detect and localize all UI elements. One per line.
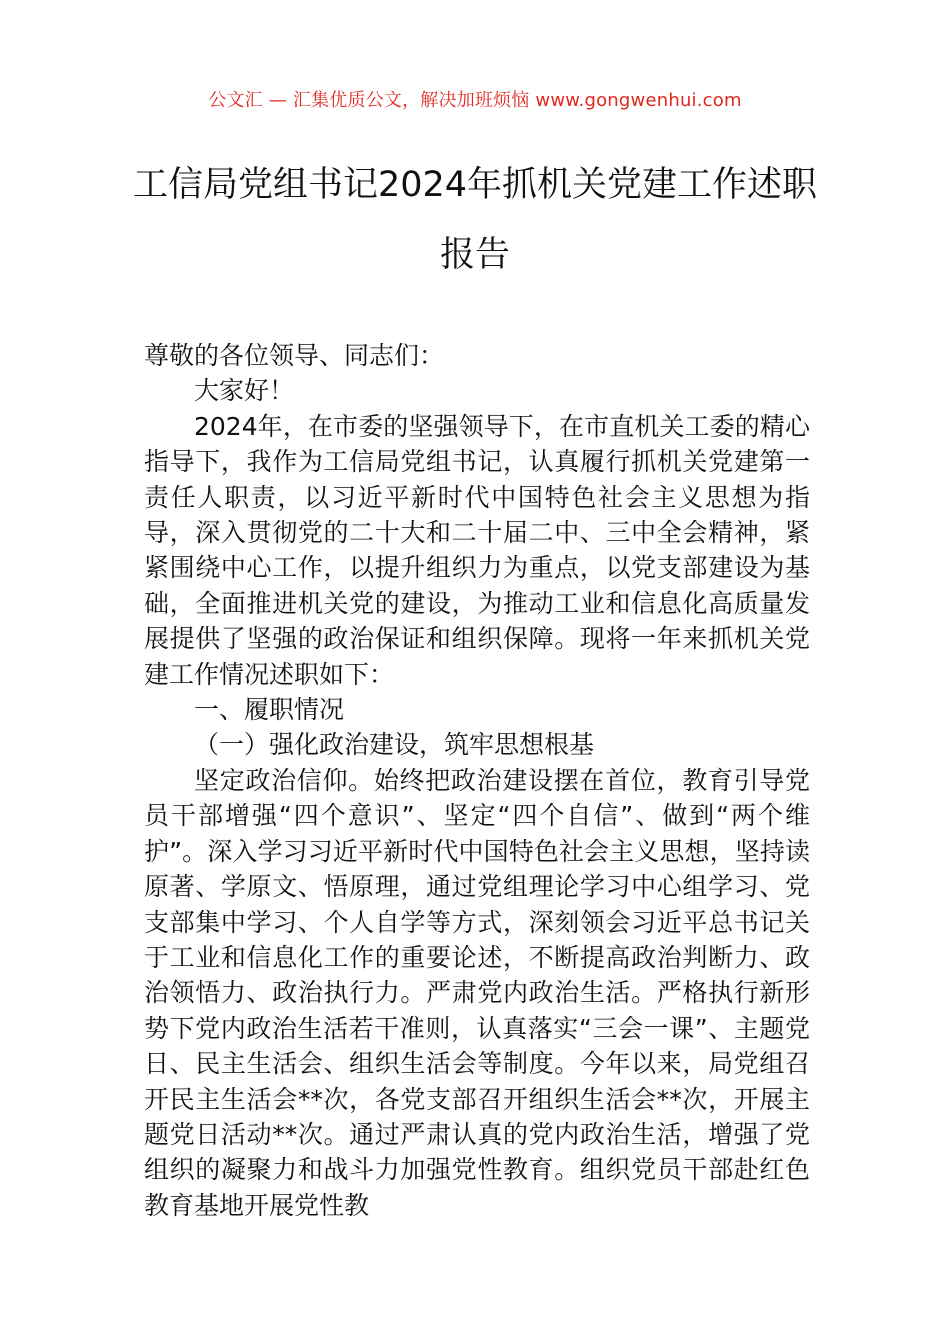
document-body — [144, 338, 810, 1223]
subsection-heading: （一）强化政治建设，筑牢思想根基 — [194, 730, 595, 760]
intro-paragraph: 2024年，在市委的坚强领导下，在市直机关工委的精心指导下，我作为工信局党组书记，认真履行抓机关党建第一责任人职责，以习近平新时代中国特色社会主义思想为指导，深入贯彻党的二十大和二十届二中、三中全会精神，紧紧围绕中心工作，以提升组织力为重点，以党支部建设为基础，全面推进机关党的建设，为推动工业和信息化高质量发展提供了坚强的政治保证和组织保障。现将一年来抓机关党建工作情况述职如下： — [144, 411, 810, 689]
body-paragraph: 坚定政治信仰。始终把政治建设摆在首位，教育引导党员干部增强“四个意识”、坚定“四个自信”、做到“两个维护”。深入学习习近平新时代中国特色社会主义思想，坚持读原著、学原文、悟原理，通过党组理论学习中心组学习、党支部集中学习、个人自学等方式，深刻领会习近平总书记关于工业和信息化工作的重要论述，不断提高政治判断力、政治领悟力、政治执行力。严肃党内政治生活。严格执行新形势下党内政治生活若干准则，认真落实“三会一课”、主题党日、民主生活会、组织生活会等制度。今年以来，局党组召开民主生活会**次，各党支部召开组织生活会**次，开展主题党日活动**次。通过严肃认真的党内政治生活，增强了党组织的凝聚力和战斗力加强党性教育。组织党员干部赴红色教育基地开展党性教 — [144, 765, 810, 1220]
section-heading: 一、履职情况 — [194, 695, 345, 725]
document-title: 工信局党组书记2024年抓机关党建工作述职报告 — [132, 165, 818, 275]
salutation: 尊敬的各位领导、同志们： — [144, 341, 445, 370]
greeting: 大家好！ — [194, 376, 295, 406]
header-banner: 公文汇 — 汇集优质公文，解决加班烦恼 www.gongwenhui.com — [208, 90, 742, 111]
